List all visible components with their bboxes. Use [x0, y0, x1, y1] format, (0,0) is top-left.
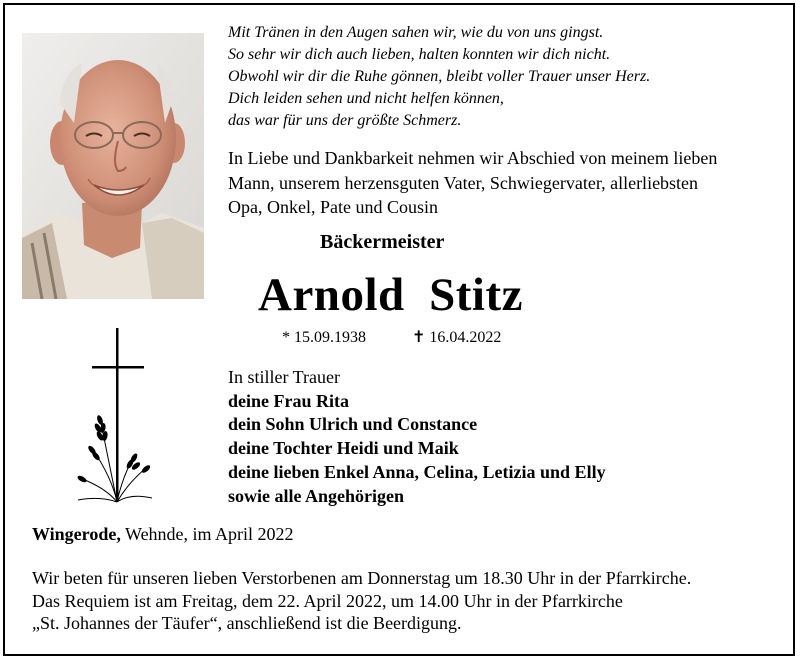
place-date-line: [32, 524, 294, 545]
service-info: [32, 567, 691, 635]
place-rest: Wehnde, im April 2022: [120, 524, 294, 544]
mourner-line: sowie alle Angehörigen: [228, 485, 404, 506]
mourners-intro: In stiller Trauer: [228, 367, 340, 387]
mourner-line: deine lieben Enkel Anna, Celina, Letizia und Elly: [228, 461, 606, 482]
poem-line: Mit Tränen in den Augen sahen wir, wie du von uns gingst.: [228, 24, 604, 41]
poem-line: So sehr wir dich auch lieben, halten konnten wir dich nicht.: [228, 46, 611, 63]
portrait-photo: [22, 33, 204, 299]
farewell-line: Opa, Onkel, Pate und Cousin: [228, 197, 438, 217]
farewell-text: [228, 146, 788, 220]
poem-verse: [228, 22, 650, 132]
cross-with-wheat-icon: [70, 328, 160, 504]
farewell-line: Mann, unserem herzensguten Vater, Schwiegervater, allerliebsten: [228, 172, 699, 193]
mourner-line: dein Sohn Ulrich und Constance: [228, 414, 478, 435]
birth-date: * 15.09.1938: [282, 329, 366, 346]
place-town: Wingerode,: [32, 524, 121, 544]
mourners-list: [228, 366, 606, 508]
mourner-line: deine Tochter Heidi und Maik: [228, 438, 459, 459]
service-line: „St. Johannes der Täufer“, anschließend ist die Beerdigung.: [32, 613, 462, 633]
poem-line: Dich leiden sehen und nicht helfen können,: [228, 90, 504, 107]
poem-line: Obwohl wir dir die Ruhe gönnen, bleibt voller Trauer unser Herz.: [228, 68, 651, 85]
mourner-line: deine Frau Rita: [228, 390, 349, 411]
poem-line: das war für uns der größte Schmerz.: [228, 112, 462, 129]
life-dates: [282, 327, 501, 347]
deceased-name: Arnold Stitz: [258, 269, 523, 321]
service-line: Das Requiem ist am Freitag, dem 22. April 2022, um 14.00 Uhr in der Pfarrkirche: [32, 590, 623, 611]
farewell-line: In Liebe und Dankbarkeit nehmen wir Abschied von meinem lieben: [228, 148, 718, 168]
death-date: ✝ 16.04.2022: [412, 329, 502, 346]
profession-title: Bäckermeister: [320, 231, 445, 253]
service-line: Wir beten für unseren lieben Verstorbenen am Donnerstag um 18.30 Uhr in der Pfarrkirche.: [32, 568, 692, 588]
